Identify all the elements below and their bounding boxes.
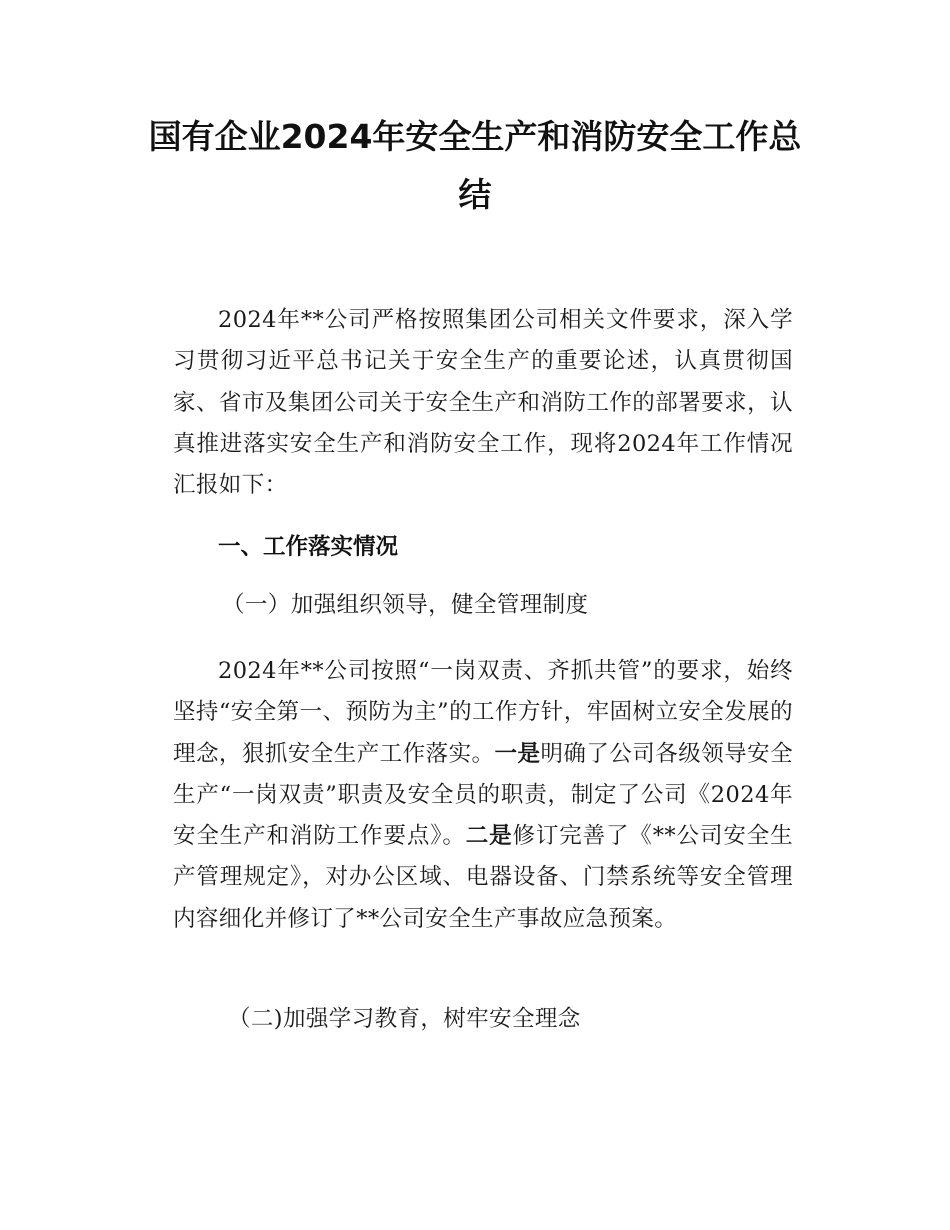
section-heading-1: 一、工作落实情况 — [218, 534, 399, 560]
paragraph-text-b: 明确了公司各级领导安全生产“一岗双责”职责及安全员的职责，制定了公司《2024年安全生产和消防工作要点》。 — [173, 740, 793, 850]
subsection-1-paragraph — [173, 651, 793, 940]
lead-phrase-1: 一是 — [494, 740, 541, 767]
paragraph-text-a: 2024年**公司按照“一岗双责、齐抓共管”的要求，始终坚持“安全第一、预防为主”的工作方针，牢固树立安全发展的理念，狠抓安全生产工作落实。 — [173, 658, 793, 767]
subsection-heading-1: （一）加强组织领导，健全管理制度 — [222, 592, 589, 618]
paragraph-text-c: 修订完善了《**公司安全生产管理规定》，对办公区域、电器设备、门禁系统等安全管理内容细化并修订了**公司安全生产事故应急预案。 — [173, 823, 793, 932]
document-title: 国有企业2024年安全生产和消防安全工作总结 — [148, 117, 802, 214]
lead-phrase-2: 二是 — [465, 823, 513, 850]
intro-paragraph: 2024年**公司严格按照集团公司相关文件要求，深入学习贯彻习近平总书记关于安全生产的重要论述，认真贯彻国家、省市及集团公司关于安全生产和消防工作的部署要求，认真推进落实安全生产和消防安全工作，现将2024年工作情况汇报如下： — [173, 307, 793, 499]
subsection-heading-2: （二)加强学习教育，树牢安全理念 — [228, 1006, 581, 1032]
